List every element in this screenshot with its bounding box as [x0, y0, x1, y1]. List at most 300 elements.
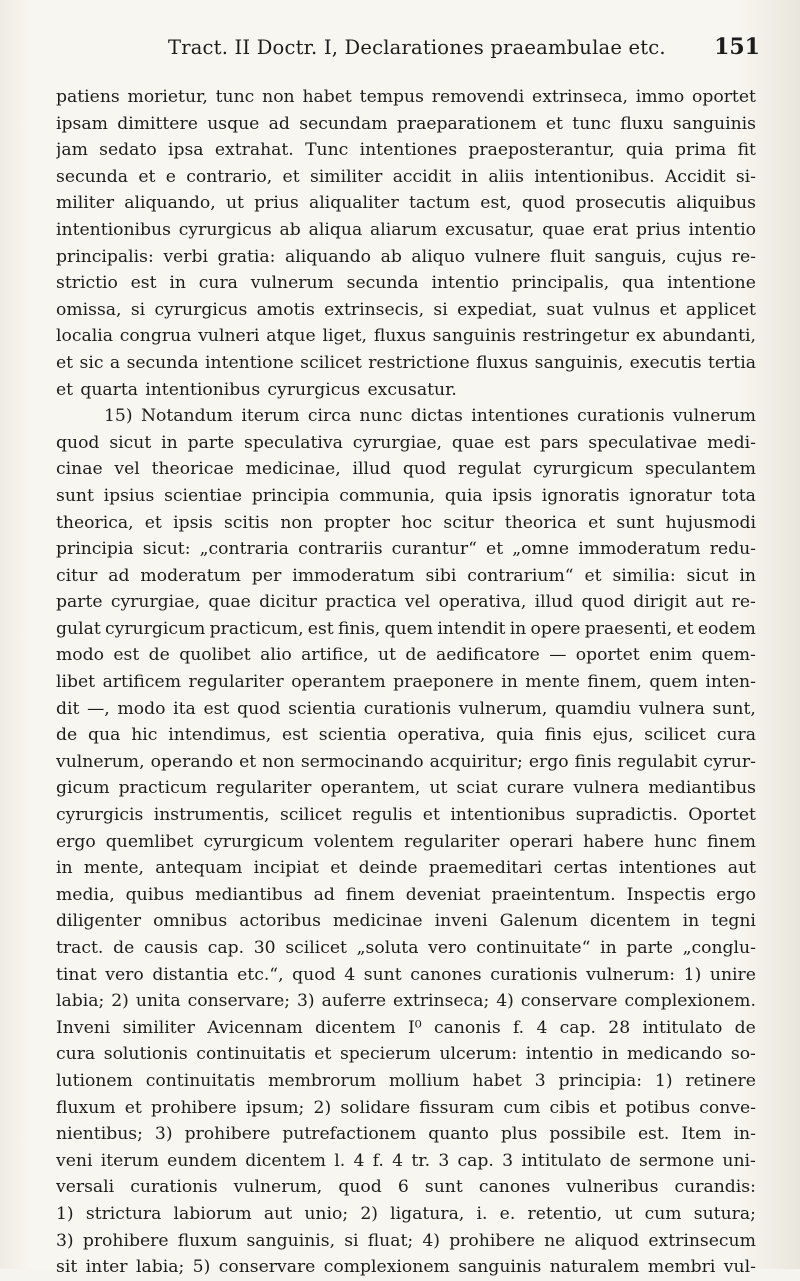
word: restringetur — [522, 326, 629, 347]
word: modo — [56, 645, 104, 666]
word: 6 — [397, 1177, 409, 1198]
word: curationis — [490, 964, 578, 985]
word: cyrurgicus — [267, 379, 361, 400]
word: cyrurgicum — [532, 459, 634, 480]
word: illud — [352, 459, 392, 480]
word: e — [165, 166, 176, 187]
word: intentio — [688, 219, 756, 240]
word: tempus — [359, 87, 424, 107]
word: quae — [208, 592, 251, 613]
word: dicentem — [589, 911, 671, 932]
word: principalis, — [511, 273, 610, 294]
word: 4 — [344, 964, 356, 985]
word: parte — [56, 592, 103, 613]
word: volentem — [313, 831, 395, 852]
word: cum — [644, 1203, 682, 1224]
word: supradictis. — [575, 805, 678, 826]
word: tactum — [409, 193, 471, 214]
word: cyrurgicis — [56, 805, 144, 826]
word: conservare — [520, 991, 618, 1012]
word: quia — [444, 485, 483, 506]
word: in — [600, 938, 617, 958]
word: 2) — [111, 991, 129, 1012]
word: vulnerum, — [458, 698, 548, 719]
word: mollium — [388, 1070, 460, 1091]
word: prohibere — [184, 1124, 271, 1145]
word: et — [584, 565, 602, 586]
word: —, — [87, 698, 110, 719]
word: Notandum — [140, 406, 233, 427]
word: et — [239, 751, 257, 772]
word: vero — [428, 938, 467, 958]
word: redu- — [709, 539, 756, 560]
word: cura — [56, 1044, 96, 1065]
word: intentiones — [471, 406, 569, 427]
word: vulnera — [573, 778, 640, 799]
word: executis — [629, 352, 702, 373]
word: fit — [737, 140, 756, 161]
word: „soluta — [356, 938, 419, 958]
text-line — [56, 403, 756, 430]
word: immoderatum — [578, 539, 701, 560]
word: fluit — [550, 246, 586, 267]
word: intentionibus — [56, 219, 171, 240]
word: alio — [260, 645, 292, 666]
word: aedificatore — [435, 645, 540, 666]
word: medicando — [627, 1044, 723, 1065]
word: secunda — [56, 166, 129, 187]
word: Tunc — [305, 140, 349, 161]
word: gicum — [56, 778, 110, 799]
word: dimittere — [117, 113, 198, 134]
word: et — [314, 1044, 332, 1065]
word: circa — [307, 406, 352, 427]
word: ad — [313, 884, 335, 905]
word: suat — [546, 299, 584, 320]
text-line — [56, 1015, 756, 1042]
word: 28 — [608, 1017, 631, 1038]
text-line — [56, 297, 756, 324]
word: media, — [56, 884, 115, 905]
word: dictas — [410, 406, 463, 427]
word: causis — [143, 938, 199, 958]
word: et — [330, 858, 348, 879]
word: excusatur, — [444, 219, 535, 240]
word: 1) — [56, 1203, 74, 1224]
text-line — [56, 430, 756, 457]
word: praemeditari — [428, 858, 543, 879]
word: quemlibet — [105, 831, 194, 852]
word: sanguinis, — [534, 352, 624, 373]
word: qua — [622, 273, 655, 294]
word: intentiones — [359, 140, 458, 161]
word: practicum, — [209, 618, 304, 639]
word: intentione — [205, 352, 294, 373]
word: theorica, — [56, 512, 134, 533]
word: 3) — [154, 1124, 173, 1145]
word: propter — [324, 512, 390, 533]
word: et — [676, 618, 694, 639]
text-line — [56, 1254, 756, 1281]
word: est — [282, 725, 308, 746]
word: praeparationem — [396, 113, 537, 134]
word: ad — [268, 113, 290, 134]
word: 3 — [534, 1070, 546, 1091]
word: quamdiu — [554, 698, 632, 719]
word: inter — [85, 1257, 128, 1278]
word: iterum — [241, 406, 300, 427]
word: cap. — [457, 1150, 494, 1171]
word: expediat, — [457, 299, 538, 320]
word: vulnerum — [250, 273, 334, 294]
word: cura — [716, 725, 756, 746]
word: qua — [88, 725, 121, 746]
word: sermocinando — [300, 751, 424, 772]
body-text — [56, 84, 756, 1281]
word: et — [56, 352, 74, 373]
word: vulneri — [198, 326, 260, 347]
word: mente, — [83, 858, 144, 879]
word: continuitatis — [145, 1070, 256, 1091]
word: retentio, — [527, 1203, 603, 1224]
word: naturalem — [549, 1257, 640, 1278]
word: fluxum — [56, 1097, 116, 1118]
word: principalis: — [56, 246, 154, 267]
word: I⁰ — [408, 1017, 422, 1038]
word: 5) — [192, 1257, 211, 1278]
word: 3 — [438, 1150, 450, 1171]
word: 4) — [496, 991, 514, 1012]
word: 30 — [253, 938, 276, 958]
word: re- — [731, 592, 756, 613]
word: conve- — [699, 1097, 756, 1118]
word: extrinseca; — [393, 991, 490, 1012]
text-line — [56, 510, 756, 537]
word: tract. — [56, 938, 104, 958]
word: contrariis — [298, 539, 383, 560]
word: antequam — [155, 858, 243, 879]
word: quem — [649, 672, 698, 693]
word: quanto — [428, 1124, 489, 1145]
word: immo — [635, 87, 685, 107]
word: quolibet — [179, 645, 251, 666]
word: habet — [472, 1070, 522, 1091]
word: principia — [56, 539, 134, 560]
word: non — [262, 751, 295, 772]
word: in — [509, 618, 527, 639]
word: aliqua — [308, 219, 363, 240]
word: ut — [429, 778, 448, 799]
word: secunda — [126, 352, 199, 373]
word: prohibere — [151, 1097, 237, 1118]
word: cyrur- — [703, 751, 756, 772]
word: aliarum — [370, 219, 438, 240]
word: non — [280, 512, 313, 533]
word: illud — [534, 592, 574, 613]
word: si — [433, 299, 448, 320]
word: Avicennam — [207, 1017, 303, 1038]
word: intentionibus. — [534, 166, 655, 187]
word: praeintentum. — [491, 884, 616, 905]
text-line — [56, 1121, 756, 1148]
word: intendit — [437, 618, 506, 639]
word: complexionem. — [624, 991, 756, 1012]
word: intitulato — [642, 1017, 723, 1038]
word: canones — [410, 964, 482, 985]
word: citur — [56, 565, 98, 586]
word: in — [169, 273, 186, 294]
word: vel — [404, 592, 431, 613]
word: et — [659, 299, 677, 320]
word: est, — [480, 193, 512, 214]
word: aliquibus — [676, 193, 756, 214]
word: instrumentis, — [153, 805, 270, 826]
word: curantur“ — [391, 539, 477, 560]
word: quia — [496, 725, 534, 746]
word: quod — [292, 964, 336, 985]
word: sermone — [639, 1150, 715, 1171]
word: gratia: — [217, 246, 276, 267]
word: fluxus — [476, 352, 529, 373]
word: sciat — [456, 778, 498, 799]
word: cujus — [676, 246, 723, 267]
word: aliquando — [285, 246, 372, 267]
word: deinde — [358, 858, 418, 879]
word: regulariter — [188, 672, 284, 693]
word: speculativa — [244, 432, 343, 453]
word: in — [739, 565, 756, 586]
word: ipsis — [492, 485, 533, 506]
word: speculativae — [588, 432, 698, 453]
word: Item — [681, 1124, 722, 1145]
word: si- — [735, 166, 756, 187]
word: 4 — [353, 1150, 365, 1171]
word: finis — [544, 725, 582, 746]
word: erat — [592, 219, 629, 240]
text-line — [56, 722, 756, 749]
word: opere — [530, 618, 581, 639]
word: praesenti, — [584, 618, 673, 639]
word: sunt — [56, 485, 94, 506]
word: parte — [626, 938, 673, 958]
word: secunda — [346, 273, 419, 294]
word: ipsum; — [245, 1097, 305, 1118]
text-line — [56, 589, 756, 616]
word: regulat — [458, 459, 522, 480]
word: quod — [338, 1177, 382, 1198]
word: auferre — [321, 991, 387, 1012]
text-line — [56, 111, 756, 138]
word: sunt — [616, 512, 655, 533]
word: solutionis — [103, 1044, 188, 1065]
word: accidit — [392, 166, 452, 187]
word: militer — [56, 193, 115, 214]
word: 3) — [56, 1230, 74, 1251]
word: sic — [79, 352, 104, 373]
word: dicentem — [314, 1017, 396, 1038]
word: vulnerum: — [586, 964, 676, 985]
word: vulneribus — [566, 1177, 659, 1198]
word: f. — [372, 1150, 384, 1171]
text-line — [56, 1201, 756, 1228]
text-line — [56, 749, 756, 776]
word: „omne — [512, 539, 570, 560]
word: prosecutis — [575, 193, 666, 214]
word: quae — [542, 219, 585, 240]
word: speculantem — [645, 459, 756, 480]
word: in — [56, 858, 73, 879]
word: abundanti, — [662, 326, 756, 347]
word: aut — [695, 592, 724, 613]
word: potibus — [625, 1097, 691, 1118]
word: congrua — [119, 326, 192, 347]
word: si — [344, 1230, 359, 1251]
text-line — [56, 669, 756, 696]
word: finis — [574, 751, 612, 772]
text-line — [56, 908, 756, 935]
word: de — [609, 1150, 631, 1171]
word: aut — [727, 858, 756, 879]
word: 2) — [313, 1097, 332, 1118]
word: 1) — [683, 964, 702, 985]
word: tunc — [215, 87, 255, 107]
word: intitulato — [521, 1150, 602, 1171]
word: diligenter — [56, 911, 142, 932]
word: ignoratur — [629, 485, 712, 506]
word: similia: — [612, 565, 676, 586]
word: cap. — [207, 938, 245, 958]
word: vulnus — [592, 299, 651, 320]
word: localia — [56, 326, 113, 347]
word: et — [486, 539, 504, 560]
word: ulcerum: — [439, 1044, 518, 1065]
word: parte — [187, 432, 235, 453]
word: hoc — [401, 512, 433, 533]
word: ex — [635, 326, 656, 347]
word: scilicet — [644, 725, 706, 746]
word: eodem — [697, 618, 756, 639]
word: Oportet — [688, 805, 756, 826]
word: hunc — [654, 831, 697, 852]
word: et — [138, 166, 156, 187]
word: de — [405, 645, 427, 666]
word: et — [144, 512, 162, 533]
word: sanguinis, — [246, 1230, 336, 1251]
word: 3 — [502, 1150, 514, 1171]
text-line — [56, 270, 756, 297]
word: vulnere — [474, 246, 541, 267]
word: ut — [225, 193, 244, 214]
word: nunc — [359, 406, 403, 427]
word: curationis — [363, 698, 452, 719]
word: operari — [509, 831, 574, 852]
word: curare — [506, 778, 565, 799]
word: deveniat — [405, 884, 481, 905]
word: est. — [637, 1124, 670, 1145]
text-line — [56, 962, 756, 989]
word: cyrurgicus — [154, 299, 248, 320]
text-line — [56, 323, 756, 350]
text-line — [56, 988, 756, 1015]
word: conservare — [218, 1257, 316, 1278]
word: quod — [581, 592, 625, 613]
word: 4) — [422, 1230, 441, 1251]
word: medicinae, — [245, 459, 341, 480]
word: regulabit — [617, 751, 698, 772]
word: prius — [636, 219, 681, 240]
word: intendimus, — [168, 725, 272, 746]
word: continuitate“ — [476, 938, 591, 958]
word: ut — [378, 645, 397, 666]
word: eundem — [167, 1150, 237, 1171]
word: Galenum — [499, 911, 578, 932]
word: finem, — [587, 672, 642, 693]
text-line — [56, 829, 756, 856]
word: in — [501, 672, 518, 693]
word: practicum — [118, 778, 208, 799]
word: sutura; — [693, 1203, 756, 1224]
word: scilicet — [279, 805, 342, 826]
word: plus — [500, 1124, 538, 1145]
word: intentionibus — [450, 805, 566, 826]
word: prius — [254, 193, 299, 214]
word: sanguinis — [672, 113, 756, 134]
word: de — [148, 645, 170, 666]
word: curandis: — [674, 1177, 756, 1198]
word: in — [461, 166, 478, 187]
word: quod — [56, 432, 100, 453]
word: enim — [649, 645, 693, 666]
word: tr. — [411, 1150, 431, 1171]
word: membrorum — [268, 1070, 377, 1091]
word: actoribus — [239, 911, 321, 932]
word: in — [601, 1044, 619, 1065]
word: certas — [553, 858, 608, 879]
word: cyrurgiae, — [352, 432, 442, 453]
word: omissa, — [56, 299, 122, 320]
word: tunc — [572, 113, 611, 134]
word: quem- — [701, 645, 756, 666]
word: etc.“, — [237, 964, 284, 985]
word: complexionem — [323, 1257, 450, 1278]
word: distantia — [152, 964, 229, 985]
word: patiens — [56, 87, 120, 107]
word: praeponere — [393, 672, 494, 693]
word: continuitatis — [196, 1044, 306, 1065]
word: scitis — [223, 512, 270, 533]
word: curationis — [577, 406, 665, 427]
word: re- — [731, 246, 756, 267]
word: 1) — [654, 1070, 673, 1091]
word: ipsam — [56, 113, 108, 134]
word: strictura — [85, 1203, 162, 1224]
word: si — [130, 299, 146, 320]
text-line — [56, 536, 756, 563]
word: inveni — [434, 911, 488, 932]
word: per — [251, 565, 282, 586]
word: quod — [521, 193, 566, 214]
page-header — [60, 36, 760, 66]
word: de — [113, 938, 135, 958]
word: f. — [512, 1017, 525, 1038]
text-line — [56, 1148, 756, 1175]
word: regulariter — [404, 831, 500, 852]
word: prohibere — [82, 1230, 169, 1251]
word: labiorum — [173, 1203, 252, 1224]
word: ergo — [528, 751, 569, 772]
word: medicinae — [333, 911, 423, 932]
word: similiter — [122, 1017, 195, 1038]
